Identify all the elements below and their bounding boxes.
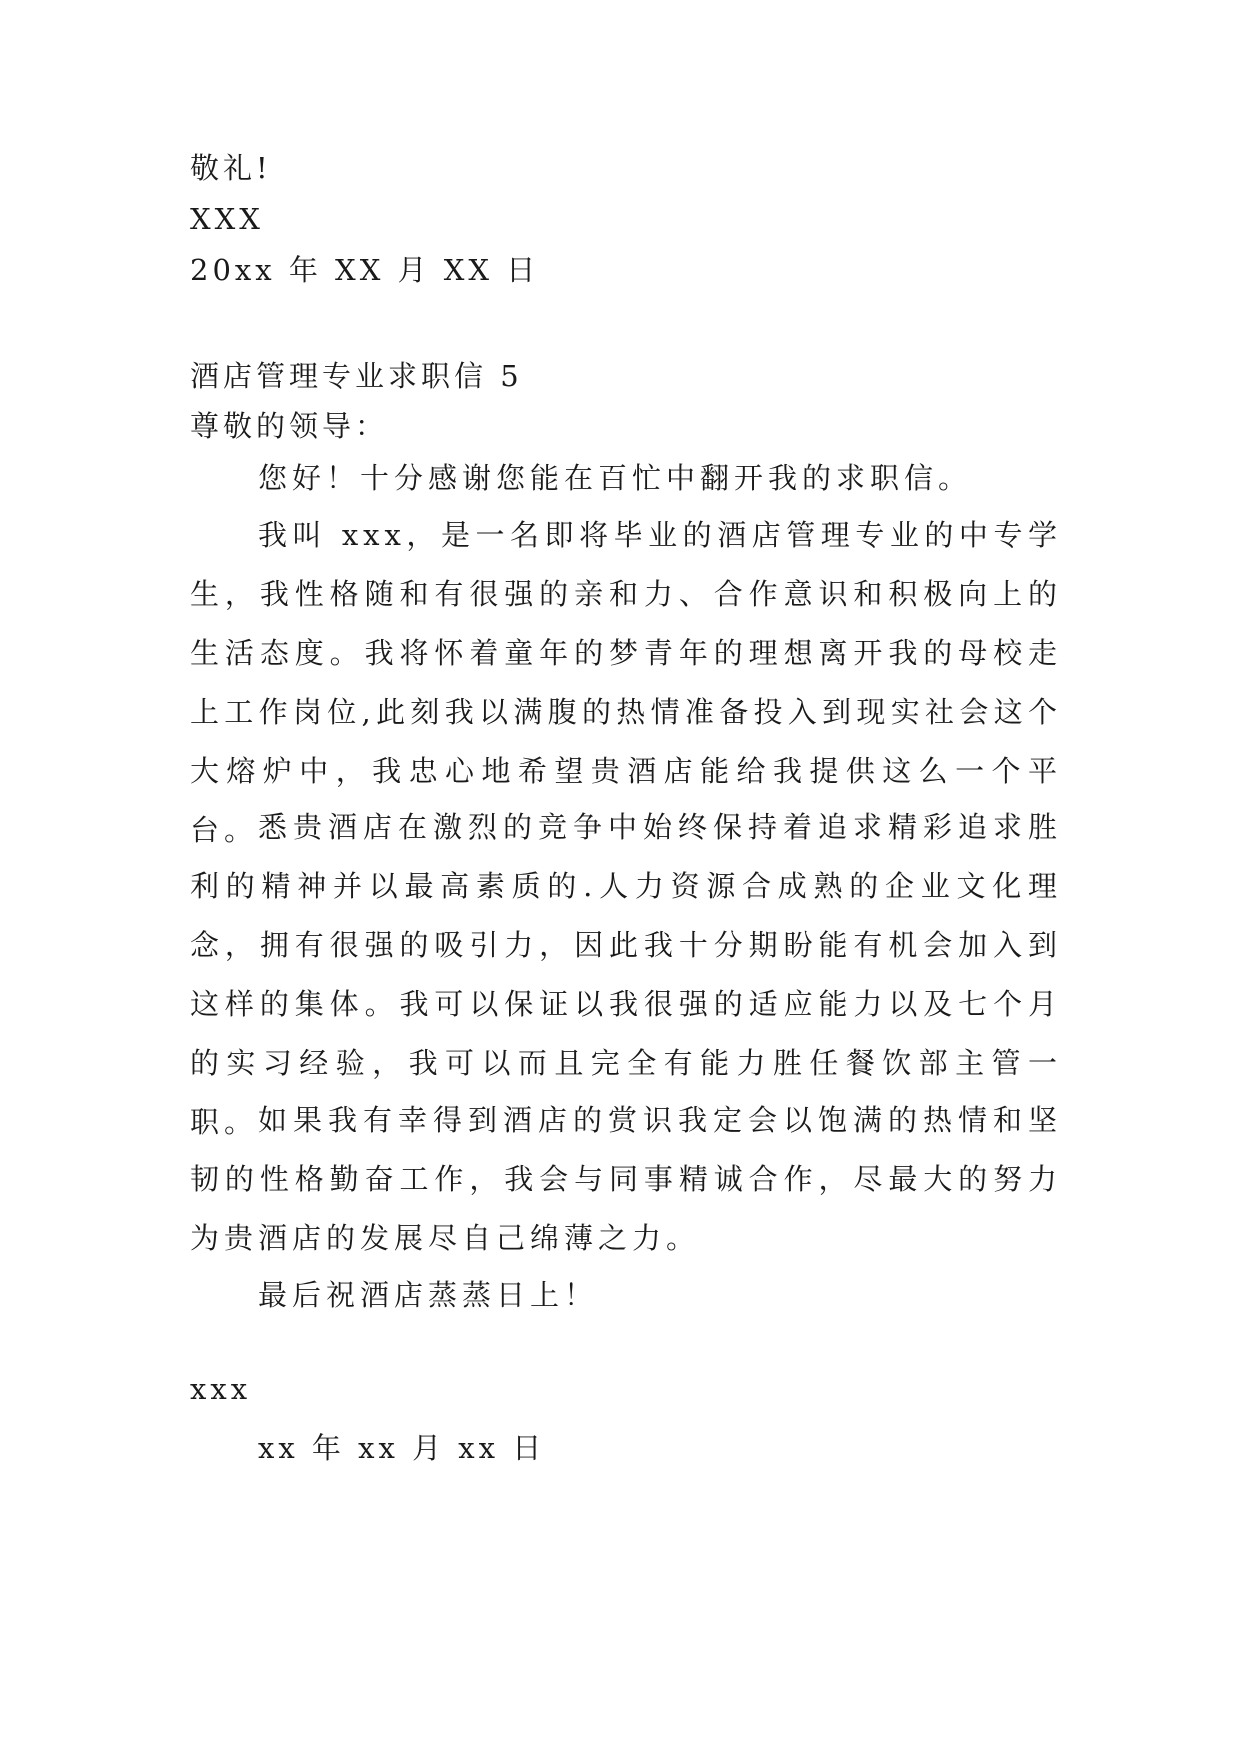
paragraph-opening: 您好！十分感谢您能在百忙中翻开我的求职信。 [258,461,973,495]
closing-salute: 敬礼! [190,151,272,185]
closing-signature: XXX [190,202,264,236]
letter-title: 酒店管理专业求职信 5 [190,359,523,393]
paragraph-commitment: 如果我有幸得到酒店的赏识我定会以饱满的热情和坚韧的性格勤奋工作，我会与同事精诚合作，尽最大的努力为贵酒店的发展尽自己绵薄之力。 [190,1103,1062,1255]
letter-greeting: 尊敬的领导： [190,409,389,443]
letter-date: xx 年 xx 月 xx 日 [258,1431,546,1465]
paragraph-hotel-praise: 悉贵酒店在激烈的竞争中始终保持着追求精彩追求胜利的精神并以最高素质的.人力资源合成熟的企业文化理念，拥有很强的吸引力，因此我十分期盼能有机会加入到这样的集体。我可以保证以我很强的适应能力以及七个月的实习经验，我可以而且完全有能力胜任餐饮部主管一职。 [190,810,1062,1139]
paragraph-introduction: 我叫 xxx，是一名即将毕业的酒店管理专业的中专学生，我性格随和有很强的亲和力、合作意识和积极向上的生活态度。我将怀着童年的梦青年的理想离开我的母校走上工作岗位,此刻我以满腹的热情准备投入到现实社会这个大熔炉中，我忠心地希望贵酒店能给我提供这么一个平台。 [190,518,1062,847]
paragraph-wishes: 最后祝酒店蒸蒸日上！ [258,1278,599,1312]
closing-date: 20xx 年 XX 月 XX 日 [190,253,540,287]
letter-signature: xxx [190,1372,252,1406]
